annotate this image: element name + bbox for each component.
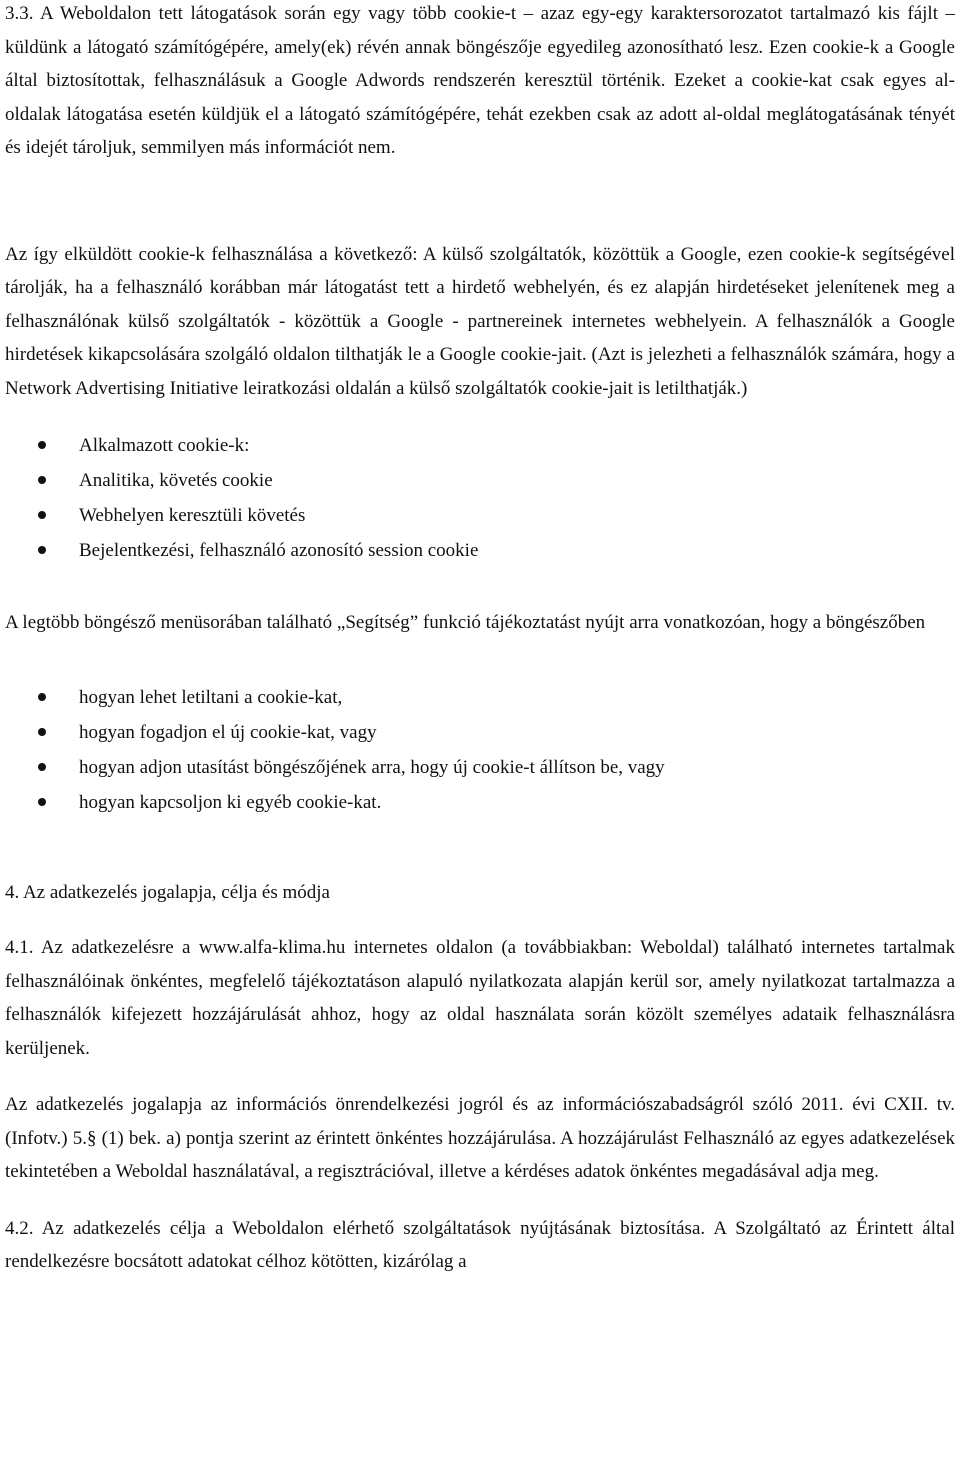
paragraph-4-2: 4.2. Az adatkezelés célja a Weboldalon elérhető szolgáltatások nyújtásának biztosítása. A Szolgáltató az Érintett által rendelkezésre bocsátott adatokat célhoz kötötten, kizárólag a xyxy=(5,1217,955,1272)
bullet-icon xyxy=(38,693,46,701)
paragraph-4-1: 4.1. Az adatkezelésre a www.alfa-klima.hu internetes oldalon (a továbbiakban: Weboldal) található internetes tartalmak felhasználóinak önkéntes, megfelelő tájékoztatáson alapuló nyilatkozata alapján kerül sor, amely nyilatkozat tartalmazza a felhasználók kifejezett hozzájárulását ahhoz, hogy az oldal használata során közölt személyes adataik felhasználásra kerüljenek. xyxy=(5,937,955,1059)
browser-option-list xyxy=(5,680,955,820)
cookie-type-list xyxy=(5,428,955,568)
list-item-text: hogyan adjon utasítást böngészőjének arra, hogy új cookie-t állítson be, vagy xyxy=(79,756,665,778)
list-item-text: hogyan lehet letiltani a cookie-kat, xyxy=(79,686,343,708)
list-item xyxy=(5,750,955,785)
list-item-text: Bejelentkezési, felhasználó azonosító session cookie xyxy=(79,540,479,561)
list-item xyxy=(5,680,955,715)
bullet-icon xyxy=(38,763,46,771)
list-item xyxy=(5,785,955,820)
list-item-text: hogyan fogadjon el új cookie-kat, vagy xyxy=(79,721,377,743)
paragraph-legal-basis: Az adatkezelés jogalapja az információs önrendelkezési jogról és az információszabadságról szóló 2011. évi CXII. tv. (Infotv.) 5.§ (1) bek. a) pontja szerint az érintett önkéntes hozzájárulása. A hozzájárulást Felhasználó az egyes adatkezelések tekintetében a Weboldal használatával, a regisztrációval, illetve a kérdéses adatok önkéntes megadásával adja meg. xyxy=(5,1094,955,1182)
bullet-icon xyxy=(38,476,46,484)
list-item-text: Webhelyen keresztüli követés xyxy=(79,505,306,526)
list-item-text: Analitika, követés cookie xyxy=(79,470,273,491)
list-item xyxy=(5,428,955,463)
bullet-icon xyxy=(38,546,46,554)
list-item xyxy=(5,533,955,568)
list-item-text: Alkalmazott cookie-k: xyxy=(79,435,250,456)
list-item xyxy=(5,463,955,498)
paragraph-browser-help: A legtöbb böngésző menüsorában található „Segítség” funkció tájékoztatást nyújt arra vonatkozóan, hogy a böngészőben xyxy=(5,612,926,633)
list-item xyxy=(5,498,955,533)
paragraph-3-3: 3.3. A Weboldalon tett látogatások során egy vagy több cookie-t – azaz egy-egy karaktersorozatot tartalmazó kis fájlt – küldünk a látogató számítógépére, amely(ek) révén annak böngészője egyedileg azonosítható lesz. Ezen cookie-k a Google által biztosítottak, felhasználásuk a Google Adwords rendszerén keresztül történik. Ezeket a cookie-kat csak egyes al-oldalak látogatása esetén küldjük el a látogató számítógépére, tehát ezekben csak az adott al-oldal meglátogatásának tényét és idejét tároljuk, semmilyen más információt nem. xyxy=(5,3,955,158)
paragraph-cookie-usage: Az így elküldött cookie-k felhasználása a következő: A külső szolgáltatók, közöttük a Google, ezen cookie-k segítségével tárolják, ha a felhasználó korábban már látogatást tett a hirdető webhelyén, és ez alapján hirdetéseket jelenítenek meg a felhasználónak külső szolgáltatók - közöttük a Google - partnereinek internetes webhelyein. A felhasználók a Google hirdetések kikapcsolására szolgáló oldalon tilthatják le a Google cookie-jait. (Azt is jelezheti a felhasználók számára, hogy a Network Advertising Initiative leiratkozási oldalán a külső szolgáltatók cookie-jait is letilthatják.) xyxy=(5,243,955,399)
section-heading-4: 4. Az adatkezelés jogalapja, célja és módja xyxy=(5,881,330,903)
bullet-icon xyxy=(38,798,46,806)
bullet-icon xyxy=(38,511,46,519)
list-item xyxy=(5,715,955,750)
bullet-icon xyxy=(38,441,46,449)
bullet-icon xyxy=(38,728,46,736)
document-page xyxy=(5,0,955,1279)
list-item-text: hogyan kapcsoljon ki egyéb cookie-kat. xyxy=(79,791,382,813)
